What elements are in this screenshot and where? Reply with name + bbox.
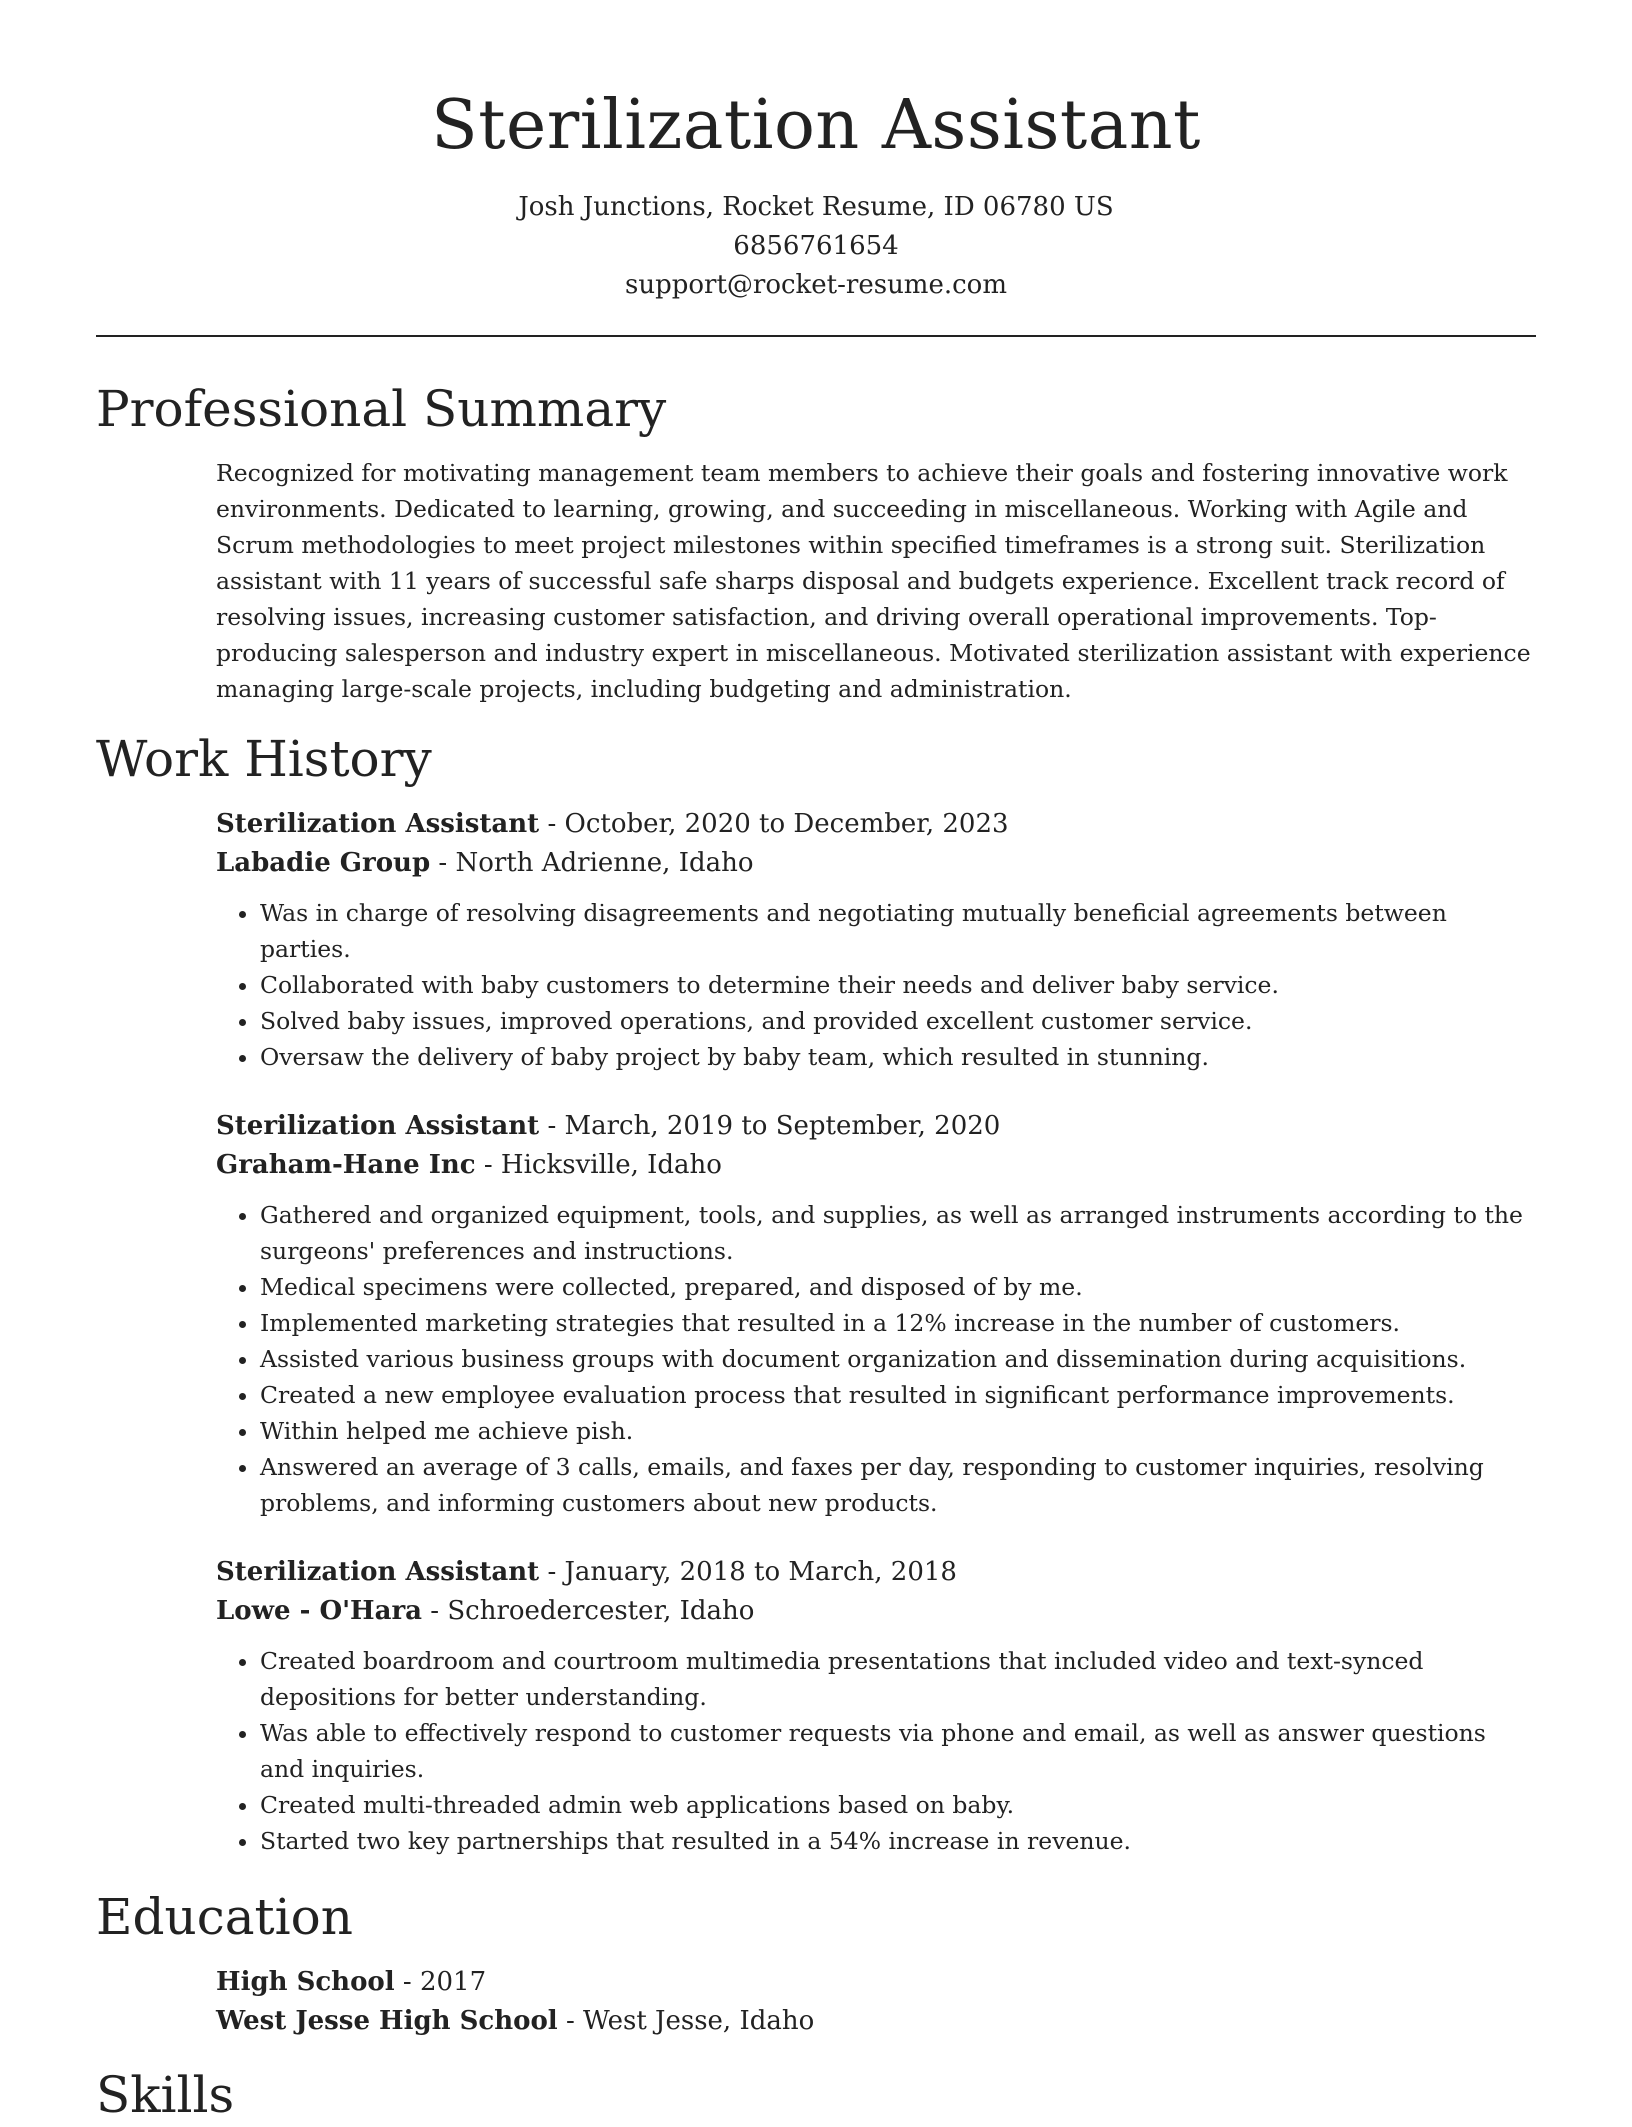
education-location: - West Jesse, Idaho — [557, 2006, 815, 2036]
job-company: Labadie Group — [216, 848, 431, 878]
job-title: Sterilization Assistant — [216, 809, 540, 839]
job-company-line — [216, 844, 1536, 883]
job-dates: - January, 2018 to March, 2018 — [539, 1557, 957, 1587]
job-company-line — [216, 1592, 1536, 1631]
job-bullet: • Was able to effectively respond to customer requests via phone and email, as well as answer questions and inquiries. — [260, 1715, 1536, 1787]
job-bullet: • Oversaw the delivery of baby project by baby team, which resulted in stunning. — [260, 1039, 1536, 1075]
education-heading: Education — [96, 1888, 353, 1946]
job-dates: - October, 2020 to December, 2023 — [539, 809, 1009, 839]
job-bullet: • Collaborated with baby customers to determine their needs and deliver baby service. — [260, 967, 1536, 1003]
job-company: Lowe - O'Hara — [216, 1596, 423, 1626]
job-location: - Schroedercester, Idaho — [422, 1596, 755, 1626]
job-company-line — [216, 1146, 1536, 1185]
job-title: Sterilization Assistant — [216, 1557, 540, 1587]
job-bullet: • Was in charge of resolving disagreements and negotiating mutually beneficial agreements between parties. — [260, 895, 1536, 967]
education-school-line — [216, 2002, 1536, 2041]
job-location: - North Adrienne, Idaho — [430, 848, 754, 878]
contact-block — [96, 188, 1536, 305]
resume-name: Sterilization Assistant — [431, 86, 1201, 165]
summary-text: Recognized for motivating management team members to achieve their goals and fostering innovative work environments. Dedicated to learning, growing, and succeeding in miscellaneous. Working with Agile and Scrum methodologies to meet project milestones within specified timeframes is a strong suit. Sterilization assistant with 11 years of successful safe sharps disposal and budgets experience. Excellent track record of resolving issues, increasing customer satisfaction, and driving overall operational improvements. Top-producing salesperson and industry expert in miscellaneous. Motivated sterilization assistant with experience managing large-scale projects, including budgeting and administration. — [216, 459, 1531, 703]
job-bullets — [216, 1643, 1536, 1859]
job-title-line — [216, 1553, 1536, 1592]
job-bullet: • Created a new employee evaluation process that resulted in significant performance improvements. — [260, 1377, 1536, 1413]
work-history-list — [216, 805, 1536, 1859]
job-entry — [216, 1553, 1536, 1859]
job-bullet: • Started two key partnerships that resulted in a 54% increase in revenue. — [260, 1823, 1536, 1859]
job-bullet: • Answered an average of 3 calls, emails, and faxes per day, responding to customer inquiries, resolving problems, and informing customers about new products. — [260, 1449, 1536, 1521]
resume-page — [96, 0, 1536, 2127]
job-bullet: • Within helped me achieve pish. — [260, 1413, 1536, 1449]
contact-phone: 6856761654 — [733, 231, 899, 261]
job-bullets — [216, 895, 1536, 1075]
job-bullet: • Created boardroom and courtroom multimedia presentations that included video and text-synced depositions for better understanding. — [260, 1643, 1536, 1715]
contact-email: support@rocket-resume.com — [624, 270, 1007, 300]
work-history-heading: Work History — [96, 730, 432, 788]
job-title-line — [216, 1107, 1536, 1146]
education-degree-line — [216, 1963, 1536, 2002]
job-bullet: • Assisted various business groups with document organization and dissemination during acquisitions. — [260, 1341, 1536, 1377]
job-entry — [216, 1107, 1536, 1521]
job-bullet: • Medical specimens were collected, prepared, and disposed of by me. — [260, 1269, 1536, 1305]
job-location: - Hicksville, Idaho — [475, 1150, 722, 1180]
job-bullet: • Solved baby issues, improved operations, and provided excellent customer service. — [260, 1003, 1536, 1039]
contact-address: Josh Junctions, Rocket Resume, ID 06780 US — [518, 192, 1114, 222]
job-title-line — [216, 805, 1536, 844]
header-divider — [96, 335, 1536, 337]
job-bullet: • Implemented marketing strategies that resulted in a 12% increase in the number of customers. — [260, 1305, 1536, 1341]
job-bullet: • Created multi-threaded admin web applications based on baby. — [260, 1787, 1536, 1823]
education-degree: High School — [216, 1967, 395, 1997]
job-dates: - March, 2019 to September, 2020 — [539, 1111, 1001, 1141]
job-company: Graham-Hane Inc — [216, 1150, 476, 1180]
education-entry — [216, 1963, 1536, 2041]
job-bullet: • Gathered and organized equipment, tools, and supplies, as well as arranged instruments according to the surgeons' preferences and instructions. — [260, 1197, 1536, 1269]
skills-heading: Skills — [96, 2066, 235, 2124]
job-entry — [216, 805, 1536, 1075]
job-title: Sterilization Assistant — [216, 1111, 540, 1141]
job-bullets — [216, 1197, 1536, 1521]
summary-heading: Professional Summary — [96, 380, 667, 438]
education-school: West Jesse High School — [216, 2006, 558, 2036]
education-year: - 2017 — [394, 1967, 487, 1997]
